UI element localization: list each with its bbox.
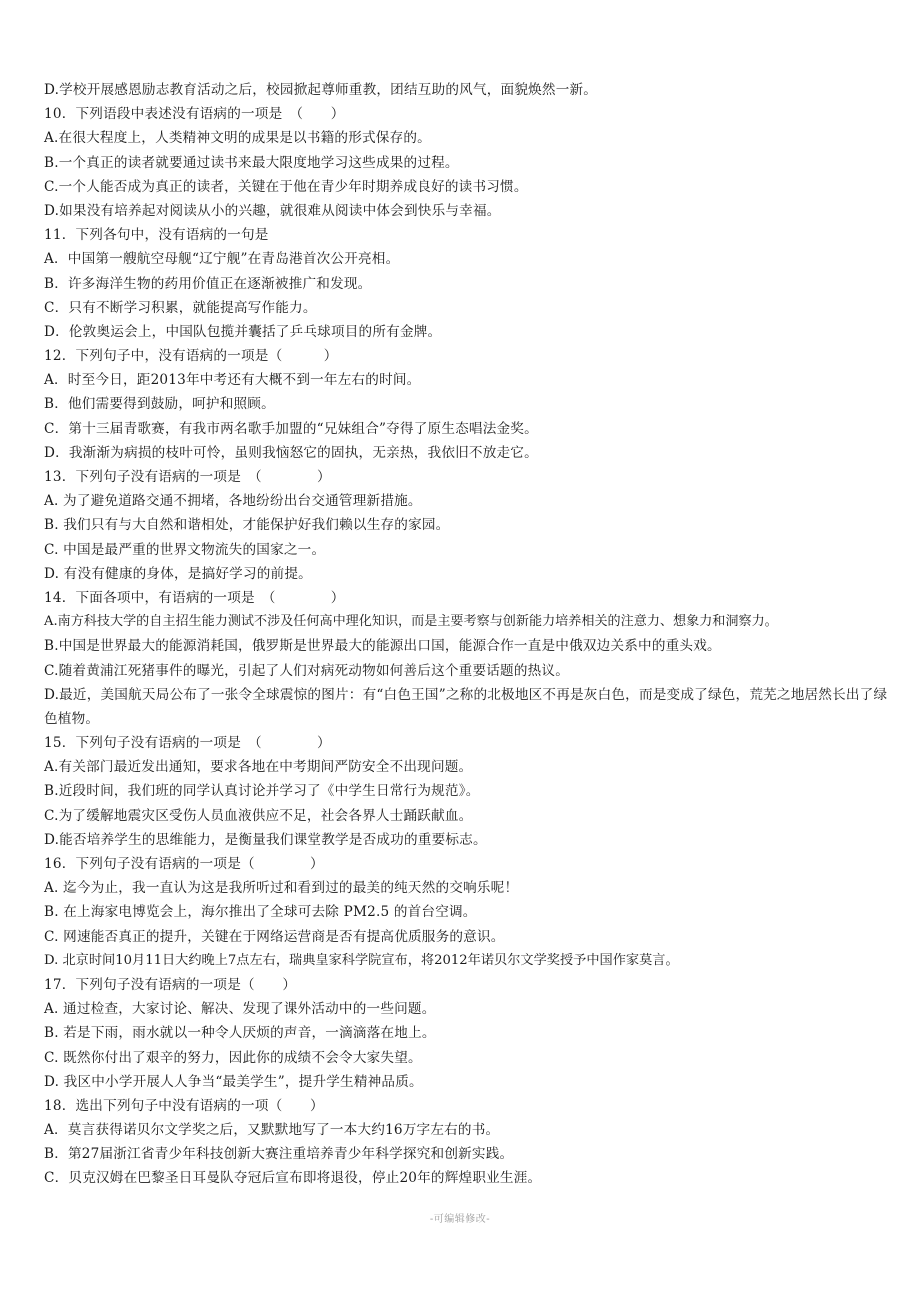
option-line: A.有关部门最近发出通知，要求各地在中考期间严防安全不出现问题。 [44, 759, 473, 776]
question-stem: 16．下列句子没有语病的一项是（ ） [44, 856, 324, 873]
option-line: A. 通过检查，大家讨论、解决、发现了课外活动中的一些问题。 [44, 1001, 436, 1018]
question-stem: 11．下列各句中，没有语病的一句是 [44, 227, 269, 244]
question-stem: 17．下列句子没有语病的一项是（ ） [44, 976, 297, 993]
option-line: A. 迄今为止，我一直认为这是我所听过和看到过的最美的纯天然的交响乐呢！ [44, 880, 519, 897]
option-line: D．伦敦奥运会上，中国队包揽并囊括了乒乓球项目的所有金牌。 [44, 323, 442, 340]
option-line: A．时至今日，距2013年中考还有大概不到一年左右的时间。 [44, 372, 421, 389]
option-line: C．贝克汉姆在巴黎圣日耳曼队夺冠后宣布即将退役，停止20年的辉煌职业生涯。 [44, 1170, 542, 1187]
option-line: A．中国第一艘航空母舰“辽宁舰”在青岛港首次公开亮相。 [44, 251, 400, 268]
option-line: B. 在上海家电博览会上，海尔推出了全球可去除 PM2.5 的首台空调。 [44, 904, 477, 921]
option-line: B.中国是世界最大的能源消耗国，俄罗斯是世界最大的能源出口国，能源合作一直是中俄双边关系中的重头戏。 [44, 638, 721, 655]
option-line: D. 我区中小学开展人人争当“最美学生”，提升学生精神品质。 [44, 1073, 423, 1090]
document-body [44, 78, 894, 1191]
option-line: A.南方科技大学的自主招生能力测试不涉及任何高中理化知识，而是主要考察与创新能力培养相关的注意力、想象力和洞察力。 [44, 614, 778, 630]
option-line: C. 中国是最严重的世界文物流失的国家之一。 [44, 541, 326, 558]
option-line: D．我渐渐为病损的枝叶可怜，虽则我恼怒它的固执，无亲热，我依旧不放走它。 [44, 444, 538, 461]
question-stem: 12．下列句子中，没有语病的一项是（ ） [44, 348, 338, 365]
text-line: D.学校开展感恩励志教育活动之后，校园掀起尊师重教，团结互助的风气，面貌焕然一新。 [44, 82, 598, 98]
option-line: A.在很大程度上，人类精神文明的成果是以书籍的形式保存的。 [44, 130, 431, 147]
option-line: B．他们需要得到鼓励，呵护和照顾。 [44, 396, 275, 413]
option-line: D. 北京时间10月11日大约晚上7点左右，瑞典皇家科学院宣布，将2012年诺贝尔文学奖授予中国作家莫言。 [44, 952, 679, 968]
page-footer: -可编辑修改- [429, 1214, 491, 1225]
option-line: D.能否培养学生的思维能力，是衡量我们课堂教学是否成功的重要标志。 [44, 831, 487, 848]
option-line: B．第27届浙江省青少年科技创新大赛注重培养青少年科学探究和创新实践。 [44, 1146, 514, 1163]
question-stem: 10．下列语段中表述没有语病的一项是 （ ） [44, 106, 345, 123]
option-line: D.最近，美国航天局公布了一张令全球震惊的图片：有“白色王国”之称的北极地区不再是灰白色，而是变成了绿色，荒芜之地居然长出了绿色植物。 [44, 686, 888, 727]
option-line: B．许多海洋生物的药用价值正在逐渐被推广和发现。 [44, 275, 372, 292]
question-stem: 15．下列句子没有语病的一项是 （ ） [44, 735, 331, 752]
option-line: D. 有没有健康的身体，是搞好学习的前提。 [44, 565, 312, 582]
option-line: B. 我们只有与大自然和谐相处，才能保护好我们赖以生存的家园。 [44, 517, 450, 534]
option-line: B.近段时间，我们班的同学认真讨论并学习了《中学生日常行为规范》。 [44, 783, 480, 800]
option-line: C.为了缓解地震灾区受伤人员血液供应不足，社会各界人士踊跃献血。 [44, 807, 473, 824]
question-stem: 14．下面各项中，有语病的一项是 （ ） [44, 589, 345, 606]
option-line: C. 既然你付出了艰辛的努力，因此你的成绩不会令大家失望。 [44, 1049, 422, 1066]
option-line: C.一个人能否成为真正的读者，关键在于他在青少年时期养成良好的读书习惯。 [44, 178, 528, 195]
option-line: C．第十三届青歌赛，有我市两名歌手加盟的“兄妹组合”夺得了原生态唱法金奖。 [44, 420, 538, 437]
option-line: A．莫言获得诺贝尔文学奖之后，又默默地写了一本大约16万字左右的书。 [44, 1122, 500, 1139]
option-line: A. 为了避免道路交通不拥堵，各地纷纷出台交通管理新措施。 [44, 493, 422, 510]
option-line: C.随着黄浦江死猪事件的曝光，引起了人们对病死动物如何善后这个重要话题的热议。 [44, 662, 570, 679]
question-stem: 13．下列句子没有语病的一项是 （ ） [44, 469, 331, 485]
option-line: D.如果没有培养起对阅读从小的兴趣，就很难从阅读中体会到快乐与幸福。 [44, 202, 501, 219]
option-line: B. 若是下雨，雨水就以一种令人厌烦的声音，一滴滴落在地上。 [44, 1025, 436, 1042]
option-line: C．只有不断学习积累，就能提高写作能力。 [44, 299, 317, 316]
option-line: C. 网速能否真正的提升，关键在于网络运营商是否有提高优质服务的意识。 [44, 928, 505, 945]
question-stem: 18．选出下列句子中没有语病的一项（ ） [44, 1097, 324, 1114]
option-line: B.一个真正的读者就要通过读书来最大限度地学习这些成果的过程。 [44, 154, 459, 171]
